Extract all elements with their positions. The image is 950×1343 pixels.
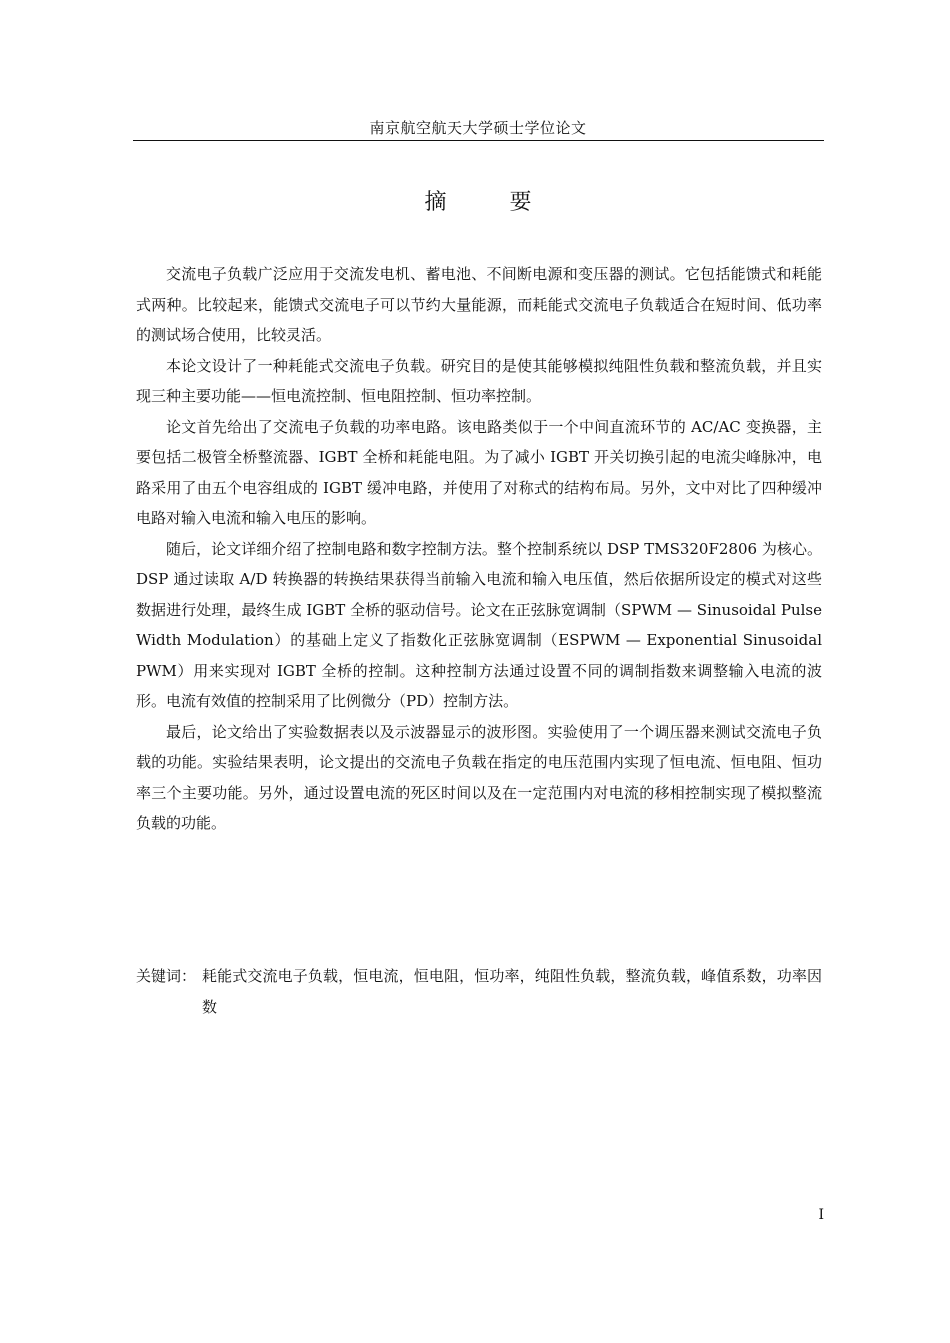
abstract-title: 摘 要 bbox=[424, 190, 560, 215]
keywords-block bbox=[136, 961, 822, 1023]
abstract-paragraph-3: 论文首先给出了交流电子负载的功率电路。该电路类似于一个中间直流环节的 AC/AC 变换器，主要包括二极管全桥整流器、IGBT 全桥和耗能电阻。为了减小 IGBT 开关切换引起的电流尖峰脉冲，电路采用了由五个电容组成的 IGBT 缓冲电路，并使用了对称式的结构布局。另外，文中对比了四种缓冲电路对输入电流和输入电压的影响。 bbox=[136, 417, 822, 527]
abstract-body bbox=[136, 259, 822, 839]
page-number: I bbox=[818, 1207, 824, 1223]
abstract-paragraph-1: 交流电子负载广泛应用于交流发电机、蓄电池、不间断电源和变压器的测试。它包括能馈式和耗能式两种。比较起来，能馈式交流电子可以节约大量能源，而耗能式交流电子负载适合在短时间、低功率的测试场合使用，比较灵活。 bbox=[136, 265, 822, 344]
keywords-label: 关键词： bbox=[136, 967, 197, 985]
running-header: 南京航空航天大学硕士学位论文 bbox=[369, 119, 587, 137]
keywords-list: 耗能式交流电子负载，恒电流，恒电阻，恒功率，纯阻性负载，整流负载，峰值系数，功率因数 bbox=[202, 967, 822, 1016]
header-rule bbox=[133, 140, 824, 141]
abstract-paragraph-5: 最后，论文给出了实验数据表以及示波器显示的波形图。实验使用了一个调压器来测试交流电子负载的功能。实验结果表明，论文提出的交流电子负载在指定的电压范围内实现了恒电流、恒电阻、恒功率三个主要功能。另外，通过设置电流的死区时间以及在一定范围内对电流的移相控制实现了模拟整流负载的功能。 bbox=[136, 722, 822, 832]
abstract-paragraph-4: 随后，论文详细介绍了控制电路和数字控制方法。整个控制系统以 DSP TMS320F2806 为核心。DSP 通过读取 A/D 转换器的转换结果获得当前输入电流和输入电压值，然后依据所设定的模式对这些数据进行处理，最终生成 IGBT 全桥的驱动信号。论文在正弦脉宽调制（SPWM — Sinusoidal Pulse Width Modulation）的基础上定义了指数化正弦脉宽调制（ESPWM — Exponential Sinusoidal PWM）用来实现对 IGBT 全桥的控制。这种控制方法通过设置不同的调制指数来调整输入电流的波形。电流有效值的控制采用了比例微分（PD）控制方法。 bbox=[136, 539, 822, 710]
abstract-paragraph-2: 本论文设计了一种耗能式交流电子负载。研究目的是使其能够模拟纯阻性负载和整流负载，并且实现三种主要功能——恒电流控制、恒电阻控制、恒功率控制。 bbox=[136, 356, 822, 405]
